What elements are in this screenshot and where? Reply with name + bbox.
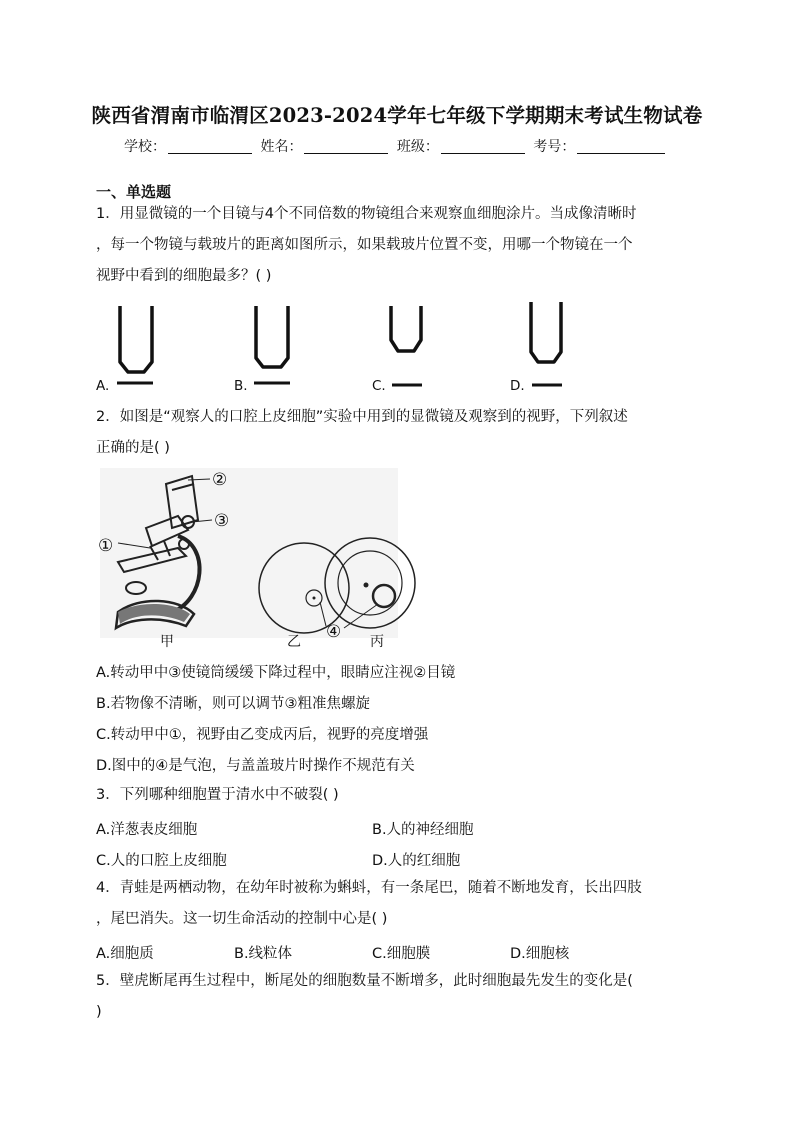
label-jia: 甲: [160, 634, 174, 650]
section-heading: 一、单选题: [96, 183, 172, 201]
question-line: ): [96, 1004, 102, 1020]
q3-option-a[interactable]: A.洋葱表皮细胞: [96, 822, 198, 838]
class-label: 班级：: [396, 139, 439, 155]
lens-label-a: A.: [96, 378, 110, 394]
question-line: 4．青蛙是两栖动物，在幼年时被称为蝌蚪，有一条尾巴，随着不断地发育，长出四肢: [96, 880, 642, 896]
exam-number-label: 考号：: [533, 139, 576, 155]
q2-option-d[interactable]: D.图中的④是气泡，与盖盖玻片时操作不规范有关: [96, 758, 415, 774]
q4-option-d[interactable]: D.细胞核: [510, 946, 570, 962]
question-line: 3．下列哪种细胞置于清水中不破裂( ): [96, 787, 339, 803]
q2-option-b[interactable]: B.若物像不清晰，则可以调节③粗准焦螺旋: [96, 696, 371, 712]
question-4: [96, 873, 700, 935]
q3-option-b[interactable]: B.人的神经细胞: [372, 822, 474, 838]
q2-option-a[interactable]: A.转动甲中③使镜筒缓缓下降过程中，眼睛应注视②目镜: [96, 665, 456, 681]
q2-option-c[interactable]: C.转动甲中①，视野由乙变成丙后，视野的亮度增强: [96, 727, 429, 743]
question-line: ，尾巴消失。这一切生命活动的控制中心是( ): [96, 911, 388, 927]
label-bing: 丙: [370, 634, 384, 650]
lens-label-b: B.: [234, 378, 248, 394]
q4-option-c[interactable]: C.细胞膜: [372, 946, 431, 962]
question-line: ，每一个物镜与载玻片的距离如图所示，如果载玻片位置不变，用哪一个物镜在一个: [96, 237, 633, 253]
lens-label-c: C.: [372, 378, 386, 394]
q4-option-b[interactable]: B.线粒体: [234, 946, 293, 962]
label-3: ③: [214, 511, 230, 531]
exam-title: 陕西省渭南市临渭区2023-2024学年七年级下学期期末考试生物试卷: [91, 104, 703, 127]
q3-option-c[interactable]: C.人的口腔上皮细胞: [96, 853, 227, 869]
q4-option-a[interactable]: A.细胞质: [96, 946, 154, 962]
lens-label-d: D.: [510, 378, 525, 394]
question-line: 正确的是( ): [96, 440, 170, 456]
question-3: [96, 780, 700, 811]
label-1: ①: [98, 536, 114, 556]
question-line: 1．用显微镜的一个目镜与4个不同倍数的物镜组合来观察血细胞涂片。当成像清晰时: [96, 206, 637, 222]
label-4: ④: [326, 622, 342, 642]
question-5: [96, 966, 700, 1028]
school-label: 学校：: [124, 139, 166, 155]
label-yi: 乙: [287, 634, 301, 650]
question-line: 视野中看到的细胞最多？( ): [96, 268, 272, 284]
question-line: 5．壁虎断尾再生过程中，断尾处的细胞数量不断增多，此时细胞最先发生的变化是(: [96, 973, 633, 989]
name-label: 姓名：: [260, 139, 303, 155]
label-2: ②: [212, 470, 228, 490]
q3-option-d[interactable]: D.人的红细胞: [372, 853, 461, 869]
question-line: 2．如图是“观察人的口腔上皮细胞”实验中用到的显微镜及观察到的视野，下列叙述: [96, 409, 628, 425]
